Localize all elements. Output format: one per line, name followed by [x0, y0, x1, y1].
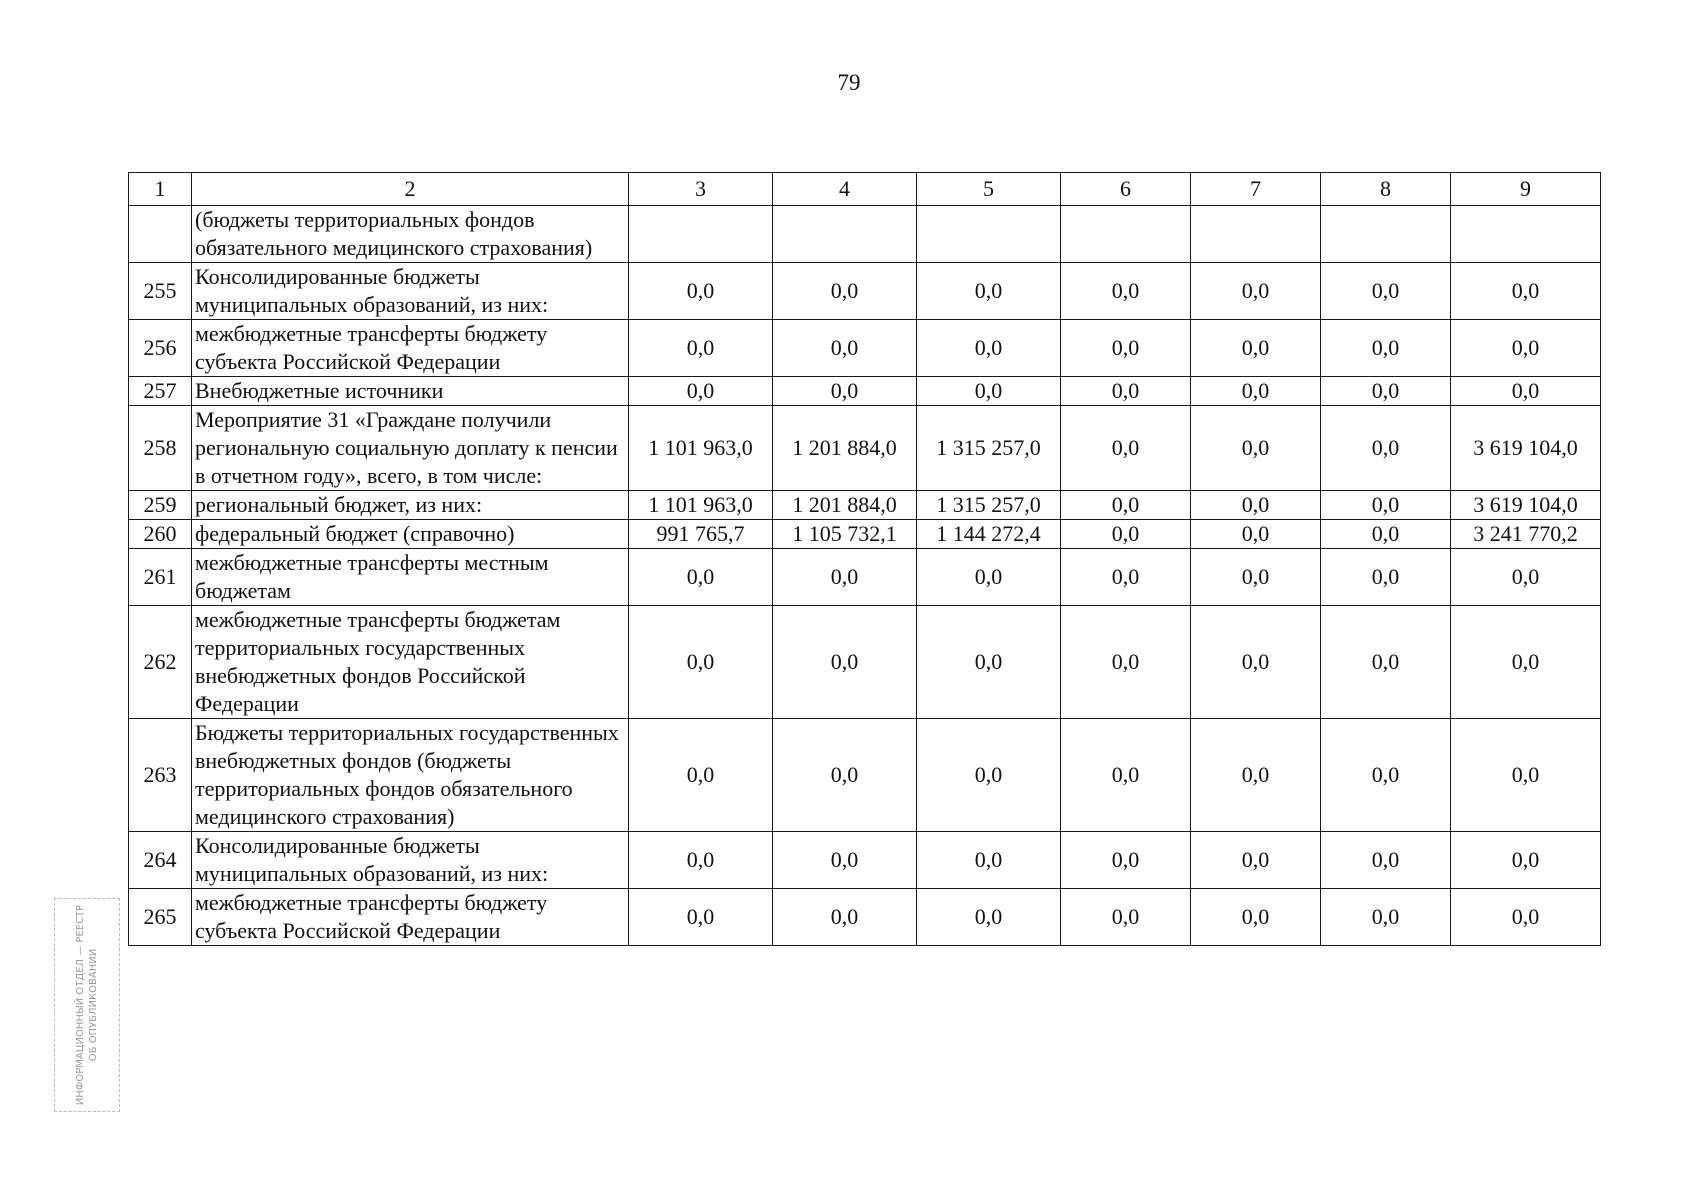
value-cell: 0,0	[1191, 320, 1321, 377]
value-cell: 0,0	[773, 889, 917, 946]
value-cell: 0,0	[773, 832, 917, 889]
value-cell: 0,0	[1191, 406, 1321, 491]
column-header: 7	[1191, 173, 1321, 206]
value-cell: 0,0	[1191, 889, 1321, 946]
row-description: федеральный бюджет (справочно)	[192, 520, 629, 549]
table-header-row	[129, 173, 1601, 206]
value-cell: 0,0	[917, 889, 1061, 946]
table-row	[129, 491, 1601, 520]
row-description: (бюджеты территориальных фондов обязательного медицинского страхования)	[192, 206, 629, 263]
row-number: 264	[129, 832, 192, 889]
row-number: 256	[129, 320, 192, 377]
row-number: 257	[129, 377, 192, 406]
value-cell: 0,0	[1321, 406, 1451, 491]
row-number: 261	[129, 549, 192, 606]
value-cell: 0,0	[1061, 263, 1191, 320]
table-row	[129, 206, 1601, 263]
column-header: 4	[773, 173, 917, 206]
value-cell: 0,0	[1191, 549, 1321, 606]
value-cell: 3 241 770,2	[1451, 520, 1601, 549]
value-cell: 0,0	[1191, 263, 1321, 320]
table-row	[129, 606, 1601, 719]
value-cell	[1061, 206, 1191, 263]
value-cell: 0,0	[1061, 520, 1191, 549]
value-cell: 1 101 963,0	[629, 491, 773, 520]
table-row	[129, 549, 1601, 606]
column-header: 3	[629, 173, 773, 206]
row-description: региональный бюджет, из них:	[192, 491, 629, 520]
value-cell: 1 101 963,0	[629, 406, 773, 491]
column-header: 5	[917, 173, 1061, 206]
value-cell: 0,0	[1451, 320, 1601, 377]
value-cell: 0,0	[629, 719, 773, 832]
value-cell: 0,0	[1321, 889, 1451, 946]
value-cell: 0,0	[917, 719, 1061, 832]
value-cell: 1 201 884,0	[773, 491, 917, 520]
row-description: межбюджетные трансферты бюджетам территориальных государственных внебюджетных фондов Российской Федерации	[192, 606, 629, 719]
value-cell: 0,0	[1191, 606, 1321, 719]
value-cell: 3 619 104,0	[1451, 406, 1601, 491]
row-number: 259	[129, 491, 192, 520]
page-number: 79	[837, 70, 861, 95]
budget-table	[128, 172, 1601, 946]
value-cell: 0,0	[1321, 377, 1451, 406]
value-cell	[917, 206, 1061, 263]
value-cell: 0,0	[1451, 719, 1601, 832]
value-cell: 0,0	[1451, 377, 1601, 406]
row-description: Мероприятие 31 «Граждане получили региональную социальную доплату к пенсии в отчетном году», всего, в том числе:	[192, 406, 629, 491]
value-cell: 0,0	[1191, 377, 1321, 406]
value-cell: 0,0	[1191, 832, 1321, 889]
value-cell: 0,0	[1451, 549, 1601, 606]
row-number: 260	[129, 520, 192, 549]
table-row	[129, 377, 1601, 406]
table-row	[129, 520, 1601, 549]
column-header: 2	[192, 173, 629, 206]
table-row	[129, 406, 1601, 491]
value-cell: 0,0	[773, 719, 917, 832]
value-cell: 0,0	[629, 320, 773, 377]
value-cell: 0,0	[1061, 491, 1191, 520]
stamp-text: ИНФОРМАЦИОННЫЙ ОТДЕЛ — РЕЕСТР ОБ ОПУБЛИКОВАНИИ	[75, 904, 99, 1106]
value-cell: 0,0	[917, 832, 1061, 889]
value-cell: 991 765,7	[629, 520, 773, 549]
value-cell	[1321, 206, 1451, 263]
row-description: Консолидированные бюджеты муниципальных образований, из них:	[192, 832, 629, 889]
value-cell: 0,0	[773, 320, 917, 377]
value-cell: 0,0	[1191, 520, 1321, 549]
value-cell: 0,0	[1191, 719, 1321, 832]
value-cell: 0,0	[629, 549, 773, 606]
value-cell: 0,0	[1321, 491, 1451, 520]
value-cell: 0,0	[773, 606, 917, 719]
column-header: 9	[1451, 173, 1601, 206]
value-cell: 0,0	[629, 263, 773, 320]
value-cell: 0,0	[1451, 889, 1601, 946]
value-cell: 0,0	[917, 263, 1061, 320]
table-body	[129, 206, 1601, 946]
table-row	[129, 832, 1601, 889]
value-cell: 0,0	[1321, 520, 1451, 549]
row-number: 265	[129, 889, 192, 946]
value-cell: 1 105 732,1	[773, 520, 917, 549]
value-cell: 0,0	[1061, 719, 1191, 832]
value-cell: 0,0	[1061, 377, 1191, 406]
value-cell: 0,0	[1321, 606, 1451, 719]
value-cell: 0,0	[1061, 320, 1191, 377]
value-cell	[1191, 206, 1321, 263]
value-cell: 0,0	[629, 606, 773, 719]
value-cell: 0,0	[1321, 549, 1451, 606]
value-cell: 0,0	[629, 377, 773, 406]
table-row	[129, 719, 1601, 832]
row-number: 258	[129, 406, 192, 491]
value-cell: 1 315 257,0	[917, 491, 1061, 520]
value-cell: 0,0	[629, 889, 773, 946]
row-number: 262	[129, 606, 192, 719]
table-row	[129, 889, 1601, 946]
row-number: 263	[129, 719, 192, 832]
value-cell: 0,0	[917, 320, 1061, 377]
value-cell: 0,0	[773, 263, 917, 320]
value-cell: 0,0	[1191, 491, 1321, 520]
row-number	[129, 206, 192, 263]
table-row	[129, 263, 1601, 320]
row-description: Бюджеты территориальных государственных внебюджетных фондов (бюджеты территориальных фондов обязательного медицинского страхования)	[192, 719, 629, 832]
table-row	[129, 320, 1601, 377]
column-header: 6	[1061, 173, 1191, 206]
value-cell: 0,0	[1061, 832, 1191, 889]
row-description: межбюджетные трансферты бюджету субъекта Российской Федерации	[192, 320, 629, 377]
value-cell: 0,0	[1321, 832, 1451, 889]
column-header: 1	[129, 173, 192, 206]
value-cell	[773, 206, 917, 263]
value-cell: 0,0	[1451, 832, 1601, 889]
value-cell: 1 315 257,0	[917, 406, 1061, 491]
value-cell: 1 201 884,0	[773, 406, 917, 491]
value-cell: 0,0	[773, 549, 917, 606]
row-description: межбюджетные трансферты местным бюджетам	[192, 549, 629, 606]
column-header: 8	[1321, 173, 1451, 206]
value-cell: 0,0	[917, 549, 1061, 606]
value-cell: 0,0	[1321, 320, 1451, 377]
row-description: Консолидированные бюджеты муниципальных образований, из них:	[192, 263, 629, 320]
value-cell: 0,0	[1061, 549, 1191, 606]
row-number: 255	[129, 263, 192, 320]
row-description: межбюджетные трансферты бюджету субъекта Российской Федерации	[192, 889, 629, 946]
value-cell: 0,0	[1321, 719, 1451, 832]
value-cell: 0,0	[1451, 263, 1601, 320]
value-cell: 0,0	[1061, 606, 1191, 719]
value-cell: 0,0	[629, 832, 773, 889]
value-cell: 1 144 272,4	[917, 520, 1061, 549]
value-cell: 3 619 104,0	[1451, 491, 1601, 520]
value-cell	[1451, 206, 1601, 263]
value-cell: 0,0	[1061, 889, 1191, 946]
value-cell: 0,0	[1061, 406, 1191, 491]
value-cell: 0,0	[917, 606, 1061, 719]
value-cell: 0,0	[917, 377, 1061, 406]
row-description: Внебюджетные источники	[192, 377, 629, 406]
value-cell: 0,0	[1451, 606, 1601, 719]
side-stamp	[54, 898, 120, 1112]
value-cell: 0,0	[773, 377, 917, 406]
value-cell: 0,0	[1321, 263, 1451, 320]
value-cell	[629, 206, 773, 263]
